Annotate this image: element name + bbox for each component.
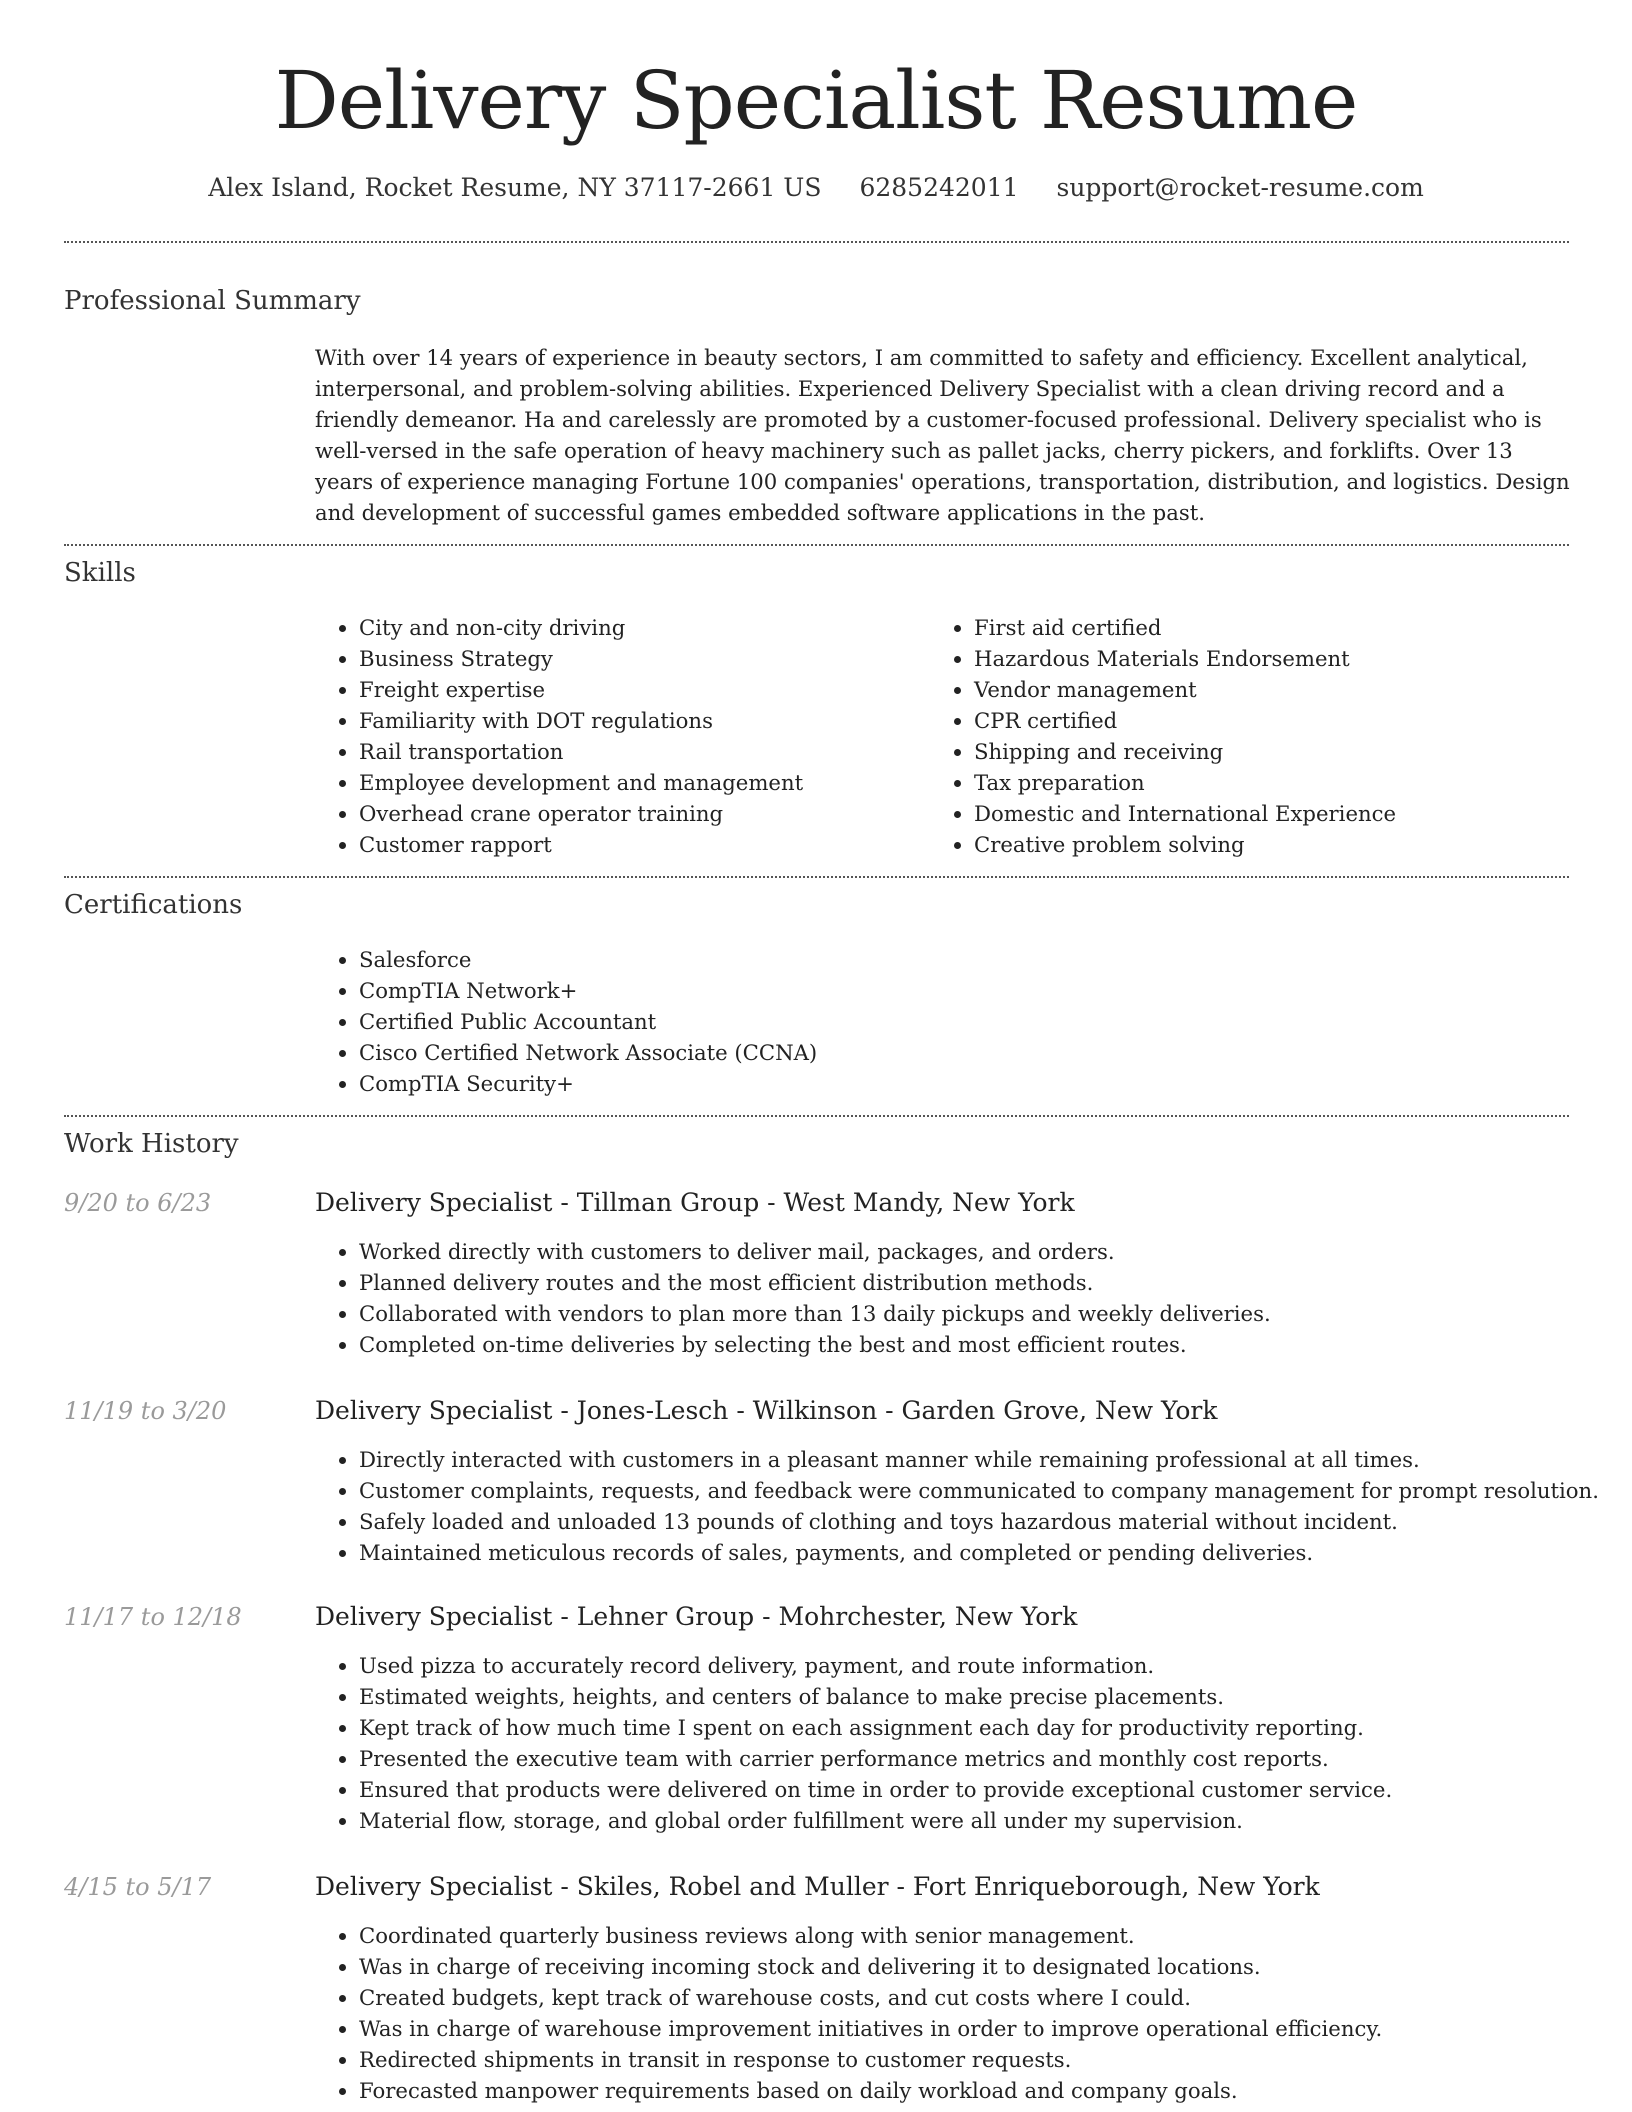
- skill-item: • Rail transportation: [359, 736, 803, 767]
- skill-item: • Customer rapport: [359, 829, 803, 860]
- certifications-list: [315, 944, 817, 1099]
- job-bullet: • Coordinated quarterly business reviews along with senior management.: [359, 1920, 1382, 1951]
- skill-item: • Employee development and management: [359, 767, 803, 798]
- summary-heading: Professional Summary: [64, 286, 361, 316]
- job-bullet: • Material flow, storage, and global order fulfillment were all under my supervision.: [359, 1805, 1392, 1836]
- certification-item: • Cisco Certified Network Associate (CCNA): [359, 1037, 817, 1068]
- job-title: Delivery Specialist - Jones-Lesch - Wilkinson - Garden Grove, New York: [315, 1396, 1218, 1425]
- job-bullet: • Estimated weights, heights, and centers of balance to make precise placements.: [359, 1681, 1392, 1712]
- certifications-heading: Certifications: [64, 890, 243, 920]
- job-title: Delivery Specialist - Lehner Group - Mohrchester, New York: [315, 1602, 1078, 1631]
- skills-list-right: [930, 612, 1396, 860]
- job-bullets: [315, 1236, 1271, 1360]
- job-bullet: • Safely loaded and unloaded 13 pounds of clothing and toys hazardous material without incident.: [359, 1506, 1599, 1537]
- section-divider: [64, 876, 1569, 878]
- job-bullet: • Presented the executive team with carrier performance metrics and monthly cost reports.: [359, 1743, 1392, 1774]
- job-bullet: • Directly interacted with customers in a pleasant manner while remaining professional at all times.: [359, 1444, 1599, 1475]
- work-history-heading: Work History: [64, 1129, 239, 1159]
- job-bullets: [315, 1650, 1392, 1836]
- job-bullet: • Ensured that products were delivered on time in order to provide exceptional customer service.: [359, 1774, 1392, 1805]
- job-bullet: • Was in charge of warehouse improvement initiatives in order to improve operational efficiency.: [359, 2013, 1382, 2044]
- skills-list-left: [315, 612, 803, 860]
- job-bullet: • Forecasted manpower requirements based on daily workload and company goals.: [359, 2075, 1382, 2106]
- contact-line: [0, 170, 1632, 206]
- job-bullet: • Worked directly with customers to deliver mail, packages, and orders.: [359, 1236, 1271, 1267]
- skill-item: • CPR certified: [974, 705, 1396, 736]
- certification-item: • Salesforce: [359, 944, 817, 975]
- job-bullet: • Maintained meticulous records of sales, payments, and completed or pending deliveries.: [359, 1537, 1599, 1568]
- skill-item: • Familiarity with DOT regulations: [359, 705, 803, 736]
- skill-item: • Tax preparation: [974, 767, 1396, 798]
- job-bullet: • Customer complaints, requests, and feedback were communicated to company management for prompt resolution.: [359, 1475, 1599, 1506]
- summary-text: With over 14 years of experience in beauty sectors, I am committed to safety and efficiency. Excellent analytical, interpersonal, and problem-solving abilities. Experienced Delivery Specialist with a clean driving record and a friendly demeanor. Ha and carelessly are promoted by a customer-focused professional. Delivery specialist who is well-versed in the safe operation of heavy machinery such as pallet jacks, cherry pickers, and forklifts. Over 13 years of experience managing Fortune 100 companies' operations, transportation, distribution, and logistics. Design and development of successful games embedded software applications in the past.: [315, 345, 1570, 525]
- job-bullet: • Redirected shipments in transit in response to customer requests.: [359, 2044, 1382, 2075]
- contact-phone: 6285242011: [859, 173, 1019, 202]
- job-dates: 11/17 to 12/18: [64, 1603, 242, 1631]
- skill-item: • Freight expertise: [359, 674, 803, 705]
- job-dates: 11/19 to 3/20: [64, 1397, 227, 1425]
- skill-item: • First aid certified: [974, 612, 1396, 643]
- skill-item: • Shipping and receiving: [974, 736, 1396, 767]
- contact-address: Alex Island, Rocket Resume, NY 37117-2661 US: [208, 173, 822, 202]
- job-bullet: • Collaborated with vendors to plan more than 13 daily pickups and weekly deliveries.: [359, 1298, 1271, 1329]
- job-bullet: • Completed on-time deliveries by selecting the best and most efficient routes.: [359, 1329, 1271, 1360]
- skill-item: • Overhead crane operator training: [359, 798, 803, 829]
- resume-title: Delivery Specialist Resume: [274, 54, 1358, 147]
- skill-item: • Creative problem solving: [974, 829, 1396, 860]
- certification-item: • Certified Public Accountant: [359, 1006, 817, 1037]
- certification-item: • CompTIA Security+: [359, 1068, 817, 1099]
- job-bullet: • Kept track of how much time I spent on each assignment each day for productivity reporting.: [359, 1712, 1392, 1743]
- job-bullet: • Planned delivery routes and the most efficient distribution methods.: [359, 1267, 1271, 1298]
- job-dates: 4/15 to 5/17: [64, 1873, 212, 1901]
- job-bullets: [315, 1444, 1599, 1568]
- job-dates: 9/20 to 6/23: [64, 1189, 212, 1217]
- job-bullets: [315, 1920, 1382, 2106]
- skill-item: • City and non-city driving: [359, 612, 803, 643]
- section-divider: [64, 544, 1569, 546]
- skill-item: • Business Strategy: [359, 643, 803, 674]
- skill-item: • Vendor management: [974, 674, 1396, 705]
- job-bullet: • Created budgets, kept track of warehouse costs, and cut costs where I could.: [359, 1982, 1382, 2013]
- job-title: Delivery Specialist - Skiles, Robel and Muller - Fort Enriqueborough, New York: [315, 1872, 1320, 1901]
- section-divider: [64, 241, 1569, 243]
- job-title: Delivery Specialist - Tillman Group - West Mandy, New York: [315, 1188, 1075, 1217]
- contact-email: support@rocket-resume.com: [1056, 173, 1424, 202]
- section-divider: [64, 1115, 1569, 1117]
- job-bullet: • Was in charge of receiving incoming stock and delivering it to designated locations.: [359, 1951, 1382, 1982]
- job-bullet: • Used pizza to accurately record delivery, payment, and route information.: [359, 1650, 1392, 1681]
- skill-item: • Domestic and International Experience: [974, 798, 1396, 829]
- skill-item: • Hazardous Materials Endorsement: [974, 643, 1396, 674]
- skills-heading: Skills: [64, 558, 136, 588]
- certification-item: • CompTIA Network+: [359, 975, 817, 1006]
